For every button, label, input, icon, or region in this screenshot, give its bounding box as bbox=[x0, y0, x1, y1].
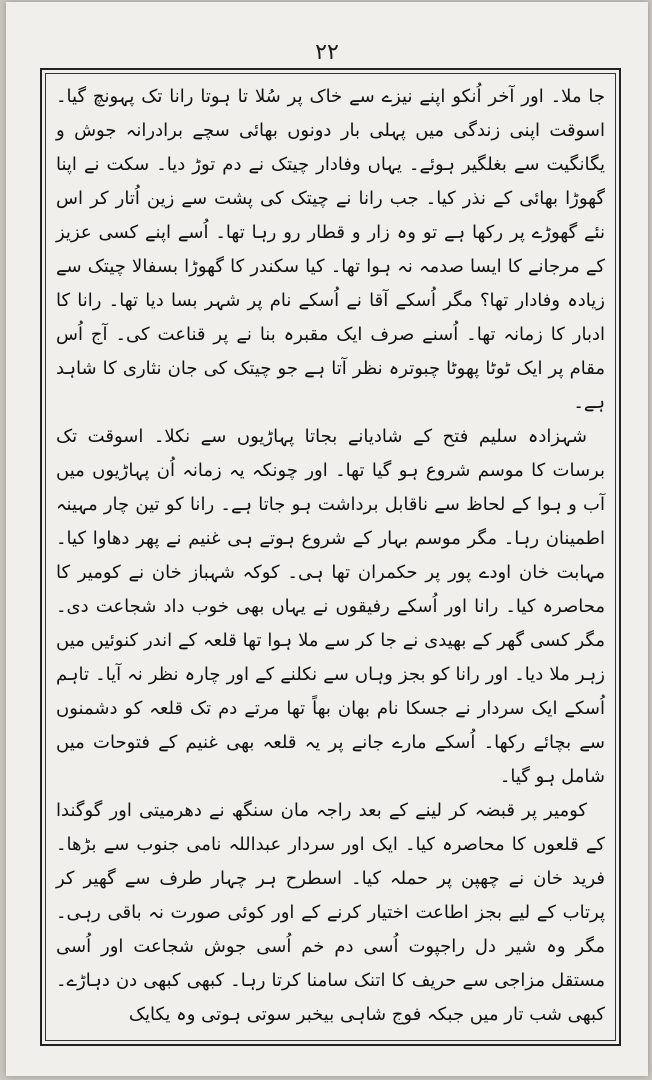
paragraph-2: شہزادہ سلیم فتح کے شادیانے بجاتا پہاڑیوں سے نکلا۔ اسوقت تک برسات کا موسم شروع ہو گیا تھا۔ اور چونکہ یہ زمانہ اُن پہاڑیوں میں آب و ہوا کے لحاظ سے ناقابل برداشت ہو جاتا ہے۔ رانا کو تین چار مہینہ اطمینان رہا۔ مگر موسم بہار کے شروع ہوتے ہی غنیم نے پھر دھاوا کیا۔ مہابت خان اودے پور پر حکمران تھا ہی۔ کوکہ شہباز خان نے کومیر کا محاصرہ کیا۔ رانا اور اُسکے رفیقوں نے یہاں بھی خوب داد شجاعت دی۔ مگر کسی گھر کے بھیدی نے جا کر سے ملا ہوا تھا قلعہ کے اندر کنوئیں میں زہر ملا دیا۔ اور رانا کو بجز وہاں سے نکلنے کے اور چارہ نظر نہ آیا۔ تاہم اُسکے ایک سردار نے جسکا نام بھان بھاً تھا مرتے دم تک قلعہ کو دشمنوں سے بچائے رکھا۔ اُسکے مارے جانے پر یہ قلعہ بھی غنیم کے فتوحات میں شامل ہو گیا۔ bbox=[56, 426, 605, 787]
body-text bbox=[56, 80, 605, 1036]
page-number: ۲۲ bbox=[315, 40, 339, 65]
paragraph-3: کومیر پر قبضہ کر لینے کے بعد راجہ مان سنگھ نے دھرمیتی اور گوگندا کے قلعوں کا محاصرہ کیا۔ ایک اور سردار عبداللہ نامی جنوب سے بڑھا۔ فرید خان نے چھپن پر حملہ کیا۔ اسطرح ہر چہار طرف سے گھیر کر پرتاب کے لیے بجز اطاعت اختیار کرنے کے اور کوئی صورت نہ باقی رہی۔ مگر وہ شیر دل راجپوت اُسی دم خم اُسی جوش شجاعت اور اُسی مستقل مزاجی سے حریف کا اتنک سامنا کرتا رہا۔ کبھی کبھی دن دہاڑے۔ کبھی شب تار میں جبکہ فوج شاہی بیخبر سوتی ہوتی وہ یکایک bbox=[56, 800, 605, 1025]
book-page bbox=[6, 2, 648, 1076]
paragraph-1: جا ملا۔ اور آخر اُنکو اپنے نیزے سے خاک پر سُلا تا ہوتا رانا تک پہونچ گیا۔ اسوقت اپنی زندگی میں پہلی بار دونوں بھائی سچے برادرانہ جوش و یگانگیت سے بغلگیر ہوئے۔ یہاں وفادار چیتک نے دم توڑ دیا۔ سکت نے اپنا گھوڑا بھائی کے نذر کیا۔ جب رانا نے چیتک کی پشت سے زین اُتار کر اس نئے گھوڑے پر رکھا ہے تو وہ زار و قطار رو رہا تھا۔ اُسے اپنے کسی عزیز کے مرجانے کا ایسا صدمہ نہ ہوا تھا۔ کیا سکندر کا گھوڑا بسفالا چیتک سے زیادہ وفادار تھا؟ مگر اُسکے آقا نے اُسکے نام پر شہر بسا دیا تھا۔ رانا کا ادبار کا زمانہ تھا۔ اُسنے صرف ایک مقبرہ بنا نے پر قناعت کی۔ آج اُس مقام پر ایک ٹوٹا پھوٹا چبوترہ نظر آتا ہے جو چیتک کی جان نثاری کا شاہد ہے۔ bbox=[56, 86, 605, 413]
text-frame bbox=[40, 68, 621, 1046]
